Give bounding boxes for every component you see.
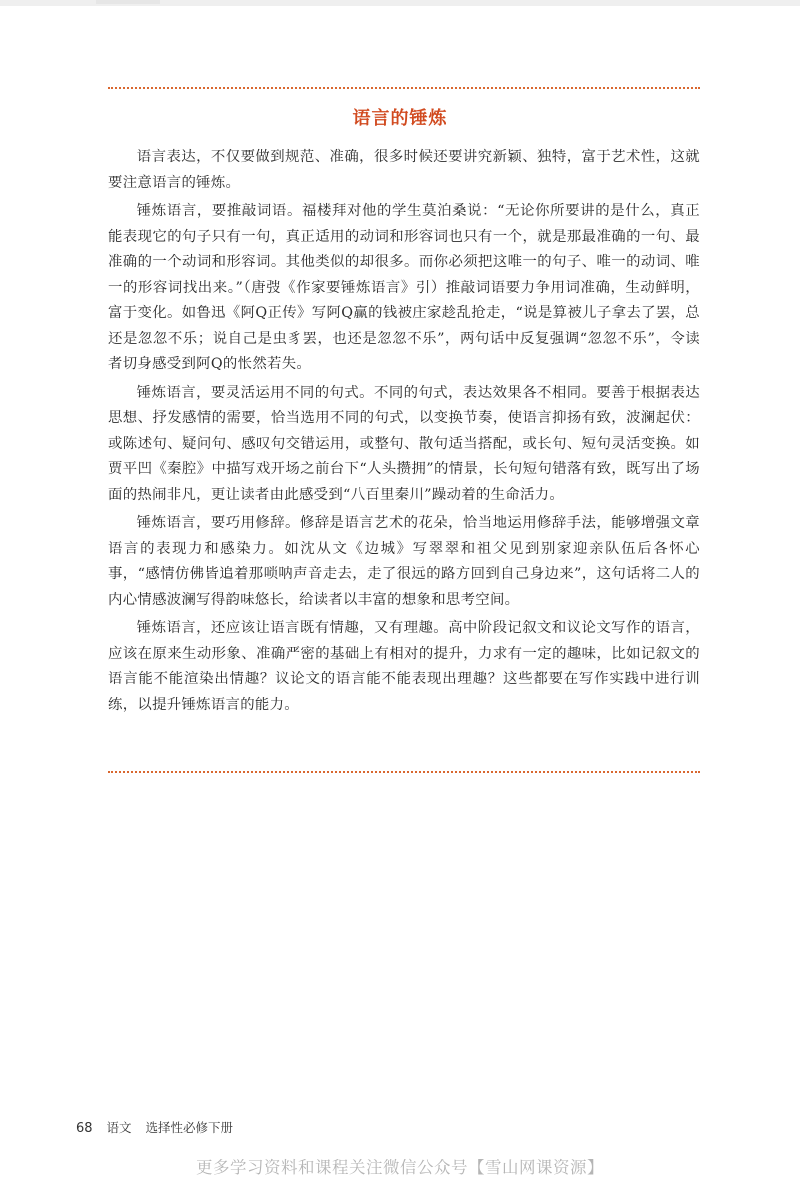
page-number: 68 [76, 1121, 93, 1136]
paragraph-sentence-patterns: 锤炼语言，要灵活运用不同的句式。不同的句式，表达效果各不相同。要善于根据表达思想、抒发感情的需要，恰当选用不同的句式，以变换节奏，使语言抑扬有致，波澜起伏：或陈述句、疑问句、感叹句交错运用，或整句、散句适当搭配，或长句、短句灵活变换。如贾平凹《秦腔》中描写戏开场之前台下“人头攒拥”的情景，长句短句错落有致，既写出了场面的热闹非凡，更让读者由此感受到“八百里秦川”躁动着的生命活力。 [108, 384, 700, 503]
page-footer [76, 1118, 233, 1136]
footer-book-title: 选择性必修下册 [145, 1120, 234, 1135]
top-edge-mark [96, 0, 160, 4]
paragraph-interest: 锤炼语言，还应该让语言既有情趣，又有理趣。高中阶段记叙文和议论文写作的语言，应该在原来生动形象、准确严密的基础上有相对的提升，力求有一定的趣味，比如记叙文的语言能不能渲染出情趣？议论文的语言能不能表现出理趣？这些都要在写作实践中进行训练，以提升锤炼语言的能力。 [108, 620, 700, 713]
footer-subject: 语文 [106, 1120, 132, 1135]
paragraph-rhetoric: 锤炼语言，要巧用修辞。修辞是语言艺术的花朵，恰当地运用修辞手法，能够增强文章语言的表现力和感染力。如沈从文《边城》写翠翠和祖父见到别家迎亲队伍后各怀心事，“感情仿佛皆追着那唢呐声音走去，走了很远的路方回到自己身边来”，这句话将二人的内心情感波澜写得韵味悠长，给读者以丰富的想象和思考空间。 [108, 515, 700, 608]
paragraph-intro: 语言表达，不仅要做到规范、准确，很多时候还要讲究新颖、独特，富于艺术性，这就要注意语言的锤炼。 [108, 149, 700, 191]
paragraph-word-choice: 锤炼语言，要推敲词语。福楼拜对他的学生莫泊桑说：“无论你所要讲的是什么，真正能表现它的句子只有一句，真正适用的动词和形容词也只有一个，就是那最准确的一句、最准确的一个动词和形容词。其他类似的却很多。而你必须把这唯一的句子、唯一的动词、唯一的形容词找出来。”（唐弢《作家要锤炼语言》引）推敲词语要力争用词准确，生动鲜明，富于变化。如鲁迅《阿Q正传》写阿Q赢的钱被庄家趁乱抢走，“说是算被儿子拿去了罢，总还是忽忽不乐；说自己是虫豸罢，也还是忽忽不乐”，两句话中反复强调“忽忽不乐”，令读者切身感受到阿Q的怅然若失。 [108, 203, 700, 372]
watermark-text: 更多学习资料和课程关注微信公众号【雪山网课资源】 [196, 1158, 604, 1177]
top-dotted-divider [108, 87, 700, 89]
section-title: 语言的锤炼 [352, 108, 448, 129]
body-text [108, 145, 700, 721]
bottom-dotted-divider [108, 771, 700, 773]
